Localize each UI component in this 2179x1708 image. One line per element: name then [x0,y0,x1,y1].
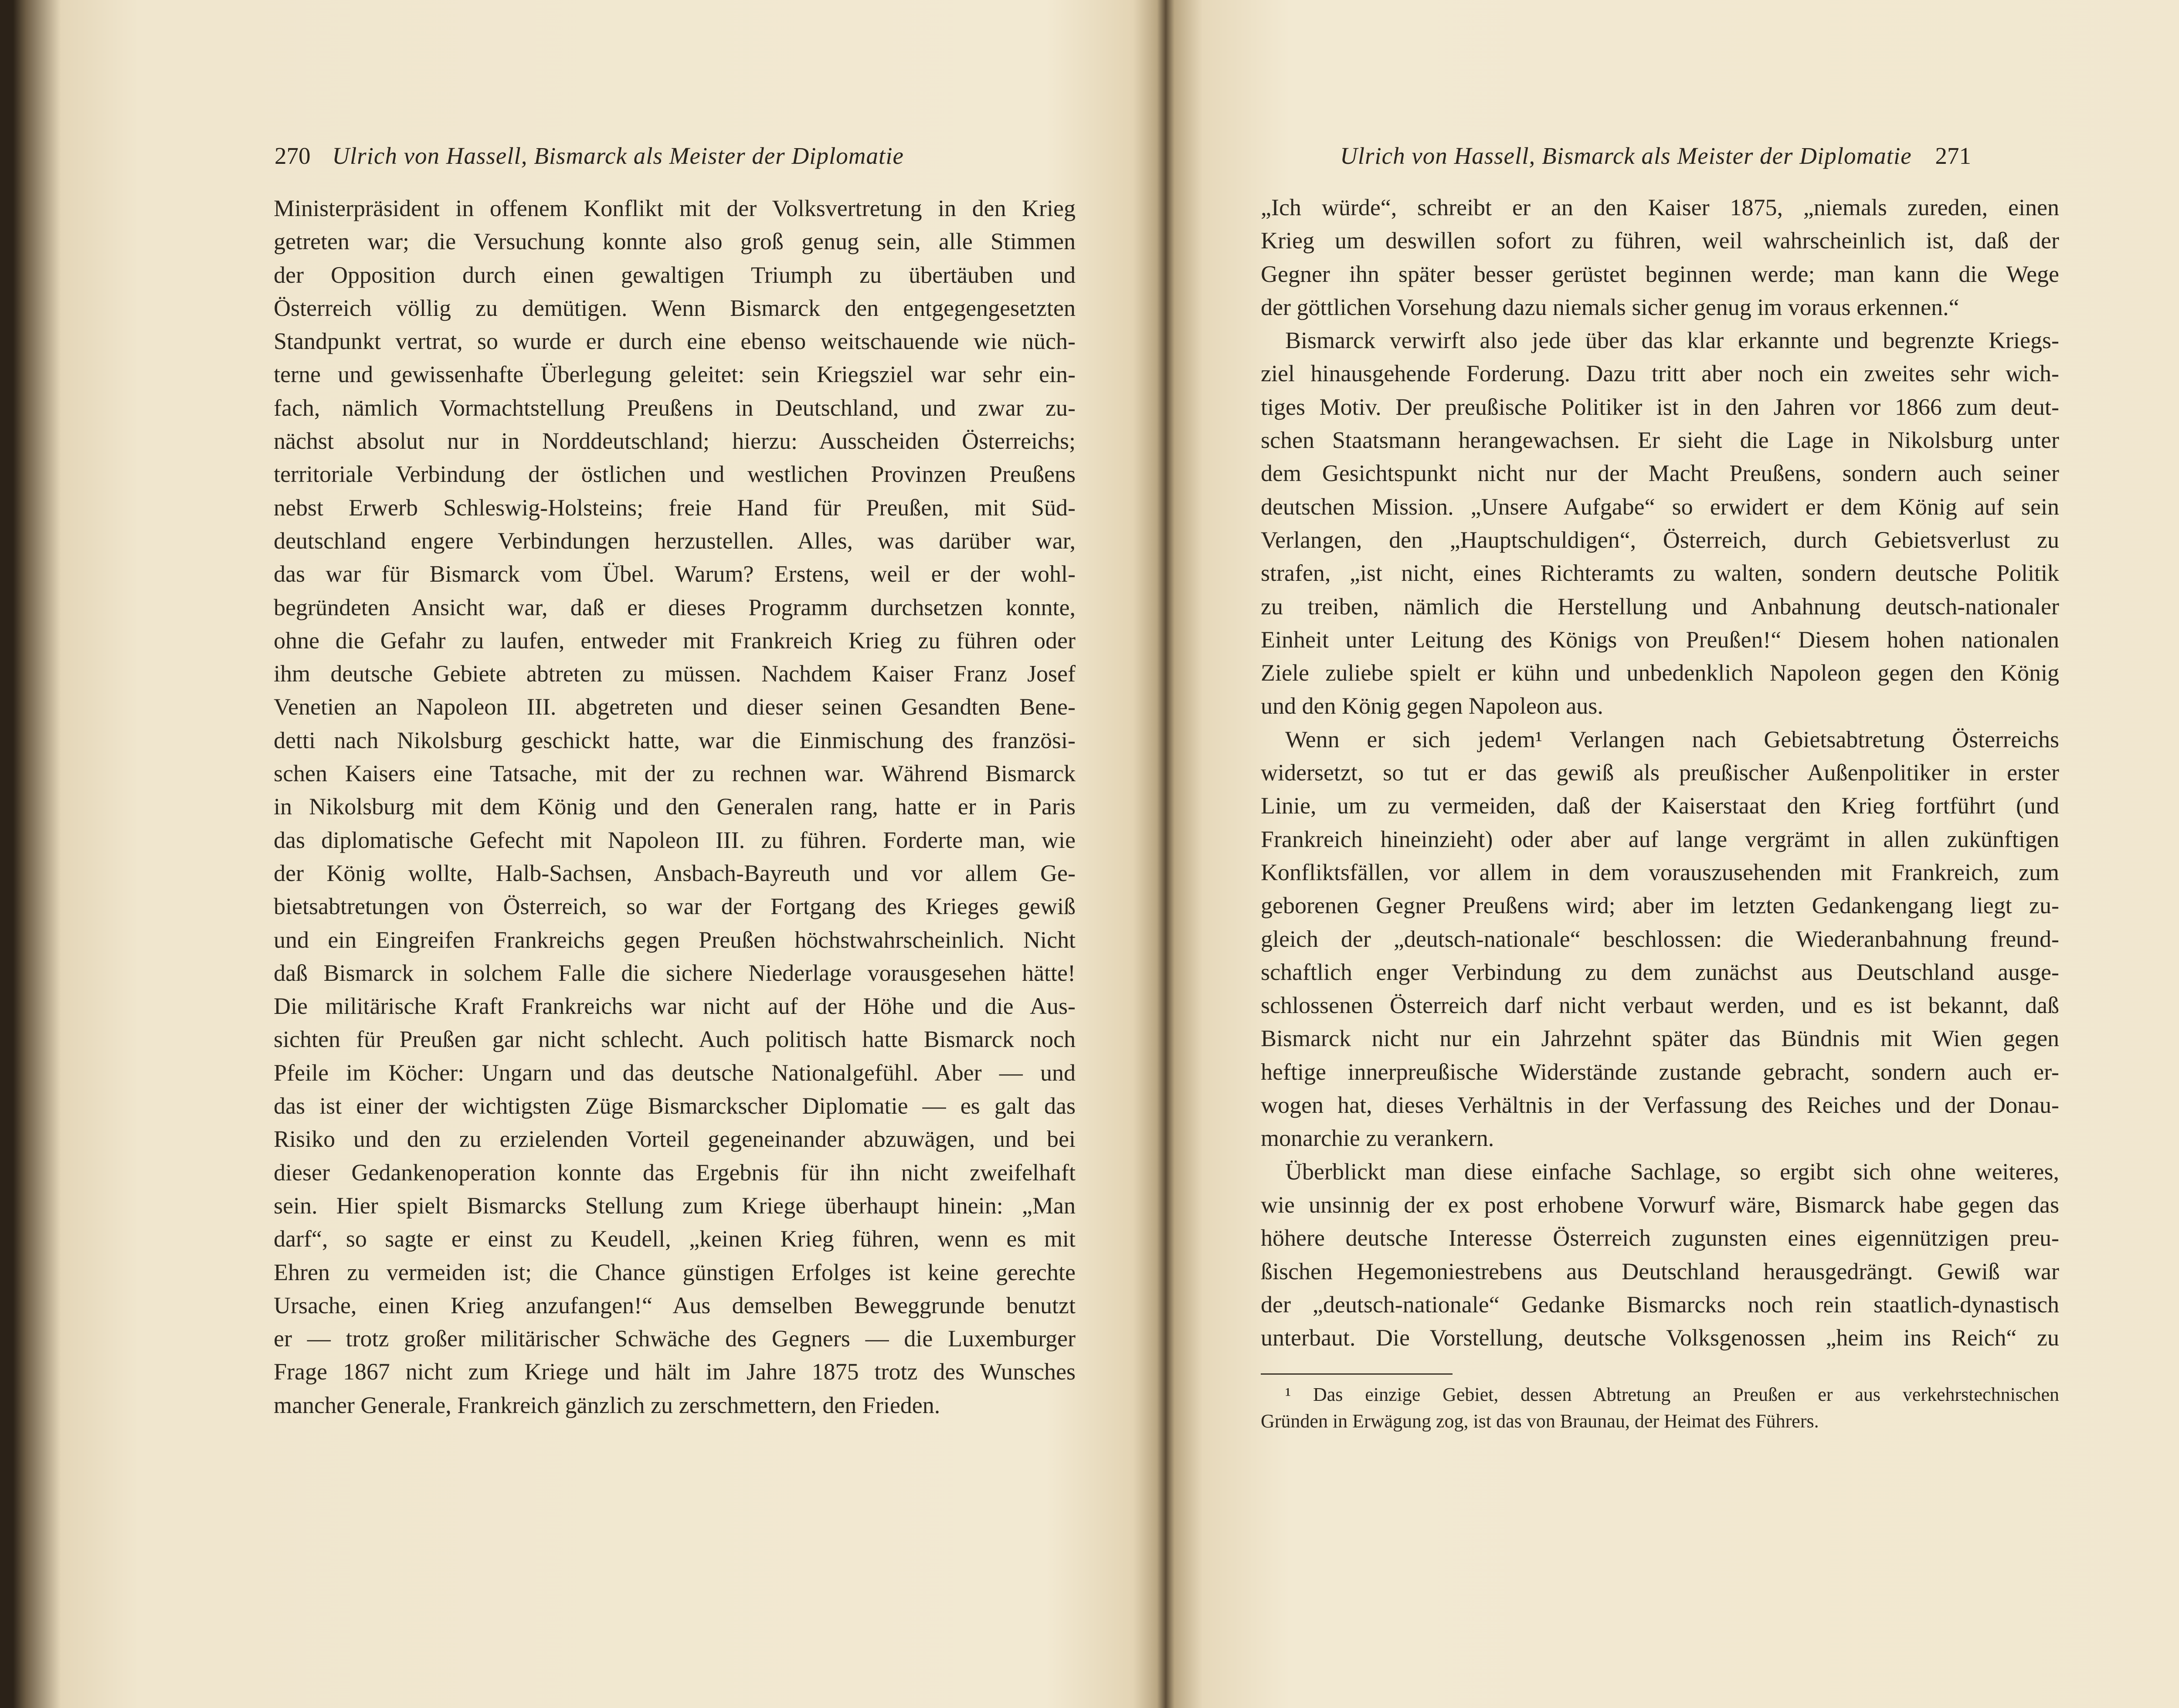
text-line: ohne die Gefahr zu laufen, entweder mit Frankreich Krieg zu führen oder [274,627,1076,654]
text-line: in Nikolsburg mit dem König und den Generalen rang, hatte er in Paris [274,793,1076,820]
text-line: der göttlichen Vorsehung dazu niemals sicher genug im voraus erkennen.“ [1261,294,1959,320]
text-line: Pfeile im Köcher: Ungarn und das deutsche Nationalgefühl. Aber — und [274,1059,1076,1086]
footnote [1261,1381,2059,1434]
text-line: der „deutsch-nationale“ Gedanke Bismarcks noch rein staatlich-dynastisch [1261,1291,2059,1318]
text-line: Die militärische Kraft Frankreichs war nicht auf der Höhe und die Aus- [274,993,1076,1020]
text-line: Ehren zu vermeiden ist; die Chance günstigen Erfolges ist keine gerechte [274,1259,1076,1285]
text-line: Standpunkt vertrat, so wurde er durch eine ebenso weitschauende wie nüch- [274,328,1076,355]
text-line: schlossenen Österreich darf nicht verbaut werden, und es ist bekannt, daß [1261,992,2059,1019]
text-line: Einheit unter Leitung des Königs von Preußen!“ Diesem hohen nationalen [1261,626,2059,653]
text-line: Ziele zuliebe spielt er kühn und unbedenklich Napoleon gegen den König [1261,660,2059,686]
text-line: das war für Bismarck vom Übel. Warum? Erstens, weil er der wohl- [274,561,1076,587]
text-line: sein. Hier spielt Bismarcks Stellung zum Kriege überhaupt hinein: „Man [274,1192,1076,1219]
text-line: der König wollte, Halb-Sachsen, Ansbach-Bayreuth und vor allem Ge- [274,860,1076,886]
text-line: tiges Motiv. Der preußische Politiker ist in den Jahren vor 1866 zum deut- [1261,393,2059,420]
text-line: Frage 1867 nicht zum Kriege und hält im Jahre 1875 trotz des Wunsches [274,1359,1076,1385]
text-line: der Opposition durch einen gewaltigen Triumph zu übertäuben und [274,261,1076,288]
text-line: begründeten Ansicht war, daß er dieses Programm durchsetzen konnte, [274,594,1076,620]
text-line: widersetzt, so tut er das gewiß als preußischer Außenpolitiker in erster [1261,759,2059,786]
right-running-header [1340,139,1971,173]
text-line: schen Kaisers eine Tatsache, mit der zu rechnen war. Während Bismarck [274,760,1076,787]
text-line: deutschland engere Verbindungen herzustellen. Alles, was darüber war, [274,527,1076,554]
text-line: deutschen Mission. „Unsere Aufgabe“ so erwidert er dem König auf sein [1261,493,2059,520]
text-line: heftige innerpreußische Widerstände zustande gebracht, sondern auch er- [1261,1058,2059,1085]
text-line: Gründen in Erwägung zog, ist das von Braunau, der Heimat des Führers. [1261,1410,1819,1432]
text-line: sichten für Preußen gar nicht schlecht. Auch politisch hatte Bismarck noch [274,1026,1076,1053]
text-line: Verlangen, den „Hauptschuldigen“, Österreich, durch Gebietsverlust zu [1261,526,2059,553]
text-line: Ministerpräsident in offenem Konflikt mit der Volksvertretung in den Krieg [274,195,1076,221]
text-line: Krieg um deswillen sofort zu führen, weil wahrscheinlich ist, daß der [1261,227,2059,254]
text-line: schaftlich enger Verbindung zu dem zunächst aus Deutschland ausge- [1261,959,2059,985]
left-body-text [274,192,1076,1422]
text-line: nebst Erwerb Schleswig-Holsteins; freie Hand für Preußen, mit Süd- [274,494,1076,521]
text-line: und ein Eingreifen Frankreichs gegen Preußen höchstwahrscheinlich. Nicht [274,926,1076,953]
text-line: Bismarck nicht nur ein Jahrzehnt später das Bündnis mit Wien gegen [1261,1025,2059,1052]
text-line: ihm deutsche Gebiete abtreten zu müssen. Nachdem Kaiser Franz Josef [274,661,1076,687]
text-line: Gegner ihn später besser gerüstet beginnen werde; man kann die Wege [1261,261,2059,287]
text-line: bietsabtretungen von Österreich, so war der Fortgang des Krieges gewiß [274,893,1076,920]
text-line: daß Bismarck in solchem Falle die sichere Niederlage vorausgesehen hätte! [274,959,1076,986]
text-line: das ist einer der wichtigsten Züge Bismarckscher Diplomatie — es galt das [274,1093,1076,1119]
text-line: geborenen Gegner Preußens wird; aber im letzten Gedankengang liegt zu- [1261,892,2059,919]
text-line: terne und gewissenhafte Überlegung geleitet: sein Kriegsziel war sehr ein- [274,361,1076,388]
text-line: höhere deutsche Interesse Österreich zugunsten eines eigennützigen preu- [1261,1225,2059,1251]
text-line: und den König gegen Napoleon aus. [1261,693,1603,719]
text-line: territoriale Verbindung der östlichen und westlichen Provinzen Preußens [274,461,1076,488]
text-line: mancher Generale, Frankreich gänzlich zu zerschmettern, den Frieden. [274,1392,940,1418]
footnote-rule [1261,1373,1453,1375]
text-line: ziel hinausgehende Forderung. Dazu tritt aber noch ein zweites sehr wich- [1261,360,2059,387]
text-line: Österreich völlig zu demütigen. Wenn Bismarck den entgegengesetzten [274,295,1076,321]
right-page-number: 271 [1935,142,1971,169]
text-line: ßischen Hegemoniestrebens aus Deutschland herausgedrängt. Gewiß war [1261,1258,2059,1284]
text-line: schen Staatsmann herangewachsen. Er sieht die Lage in Nikolsburg unter [1261,427,2059,454]
left-running-header [275,139,904,173]
text-line: nächst absolut nur in Norddeutschland; hierzu: Ausscheiden Österreichs; [274,428,1076,454]
text-line: strafen, „ist nicht, eines Richteramts zu walten, sondern deutsche Politik [1261,560,2059,586]
text-line: darf“, so sagte er einst zu Keudell, „keinen Krieg führen, wenn es mit [274,1226,1076,1252]
text-line: wogen hat, dieses Verhältnis in der Verfassung des Reiches und der Donau- [1261,1092,2059,1118]
text-line: Risiko und den zu erzielenden Vorteil gegeneinander abzuwägen, und bei [274,1126,1076,1152]
text-line: wie unsinnig der ex post erhobene Vorwurf wäre, Bismarck habe gegen das [1261,1191,2059,1218]
text-line: Überblickt man diese einfache Sachlage, so ergibt sich ohne weiteres, [1285,1158,2059,1185]
text-line: Venetien an Napoleon III. abgetreten und dieser seinen Gesandten Bene- [274,694,1076,720]
text-line: dem Gesichtspunkt nicht nur der Macht Preußens, sondern auch seiner [1261,460,2059,487]
right-page [1168,0,2179,1708]
text-line: Konfliktsfällen, vor allem in dem vorauszusehenden mit Frankreich, zum [1261,859,2059,885]
text-line: unterbaut. Die Vorstellung, deutsche Volksgenossen „heim ins Reich“ zu [1261,1325,2059,1351]
text-line: detti nach Nikolsburg geschickt hatte, war die Einmischung des französi- [274,727,1076,753]
text-line: Bismarck verwirft also jede über das klar erkannte und begrenzte Kriegs- [1285,327,2059,354]
text-line: dieser Gedankenoperation konnte das Ergebnis für ihn nicht zweifelhaft [274,1159,1076,1186]
text-line: gleich der „deutsch-nationale“ beschlossen: die Wiederanbahnung freund- [1261,925,2059,952]
right-running-title: Ulrich von Hassell, Bismarck als Meister der Diplomatie [1340,142,1912,169]
left-running-title: Ulrich von Hassell, Bismarck als Meister der Diplomatie [332,142,904,169]
text-line: er — trotz großer militärischer Schwäche des Gegners — die Luxemburger [274,1325,1076,1352]
text-line: zu treiben, nämlich die Herstellung und Anbahnung deutsch-nationaler [1261,593,2059,620]
text-line: „Ich würde“, schreibt er an den Kaiser 1875, „niemals zureden, einen [1261,194,2059,220]
left-page-number: 270 [275,142,311,169]
text-line: ¹ Das einzige Gebiet, dessen Abtretung an Preußen er aus verkehrstechnischen [1285,1384,2059,1405]
text-line: Linie, um zu vermeiden, daß der Kaiserstaat den Krieg fortführt (und [1261,793,2059,819]
right-body-text [1261,191,2059,1354]
text-line: das diplomatische Gefecht mit Napoleon III. zu führen. Forderte man, wie [274,827,1076,853]
text-line: getreten war; die Versuchung konnte also groß genug sein, alle Stimmen [274,228,1076,255]
text-line: Frankreich hineinzieht) oder aber auf lange vergrämt in allen zukünftigen [1261,826,2059,852]
text-line: monarchie zu verankern. [1261,1125,1494,1152]
text-line: Ursache, einen Krieg anzufangen!“ Aus demselben Beweggrunde benutzt [274,1292,1076,1318]
text-line: Wenn er sich jedem¹ Verlangen nach Gebietsabtretung Österreichs [1285,726,2059,752]
text-line: fach, nämlich Vormachtstellung Preußens in Deutschland, und zwar zu- [274,394,1076,421]
